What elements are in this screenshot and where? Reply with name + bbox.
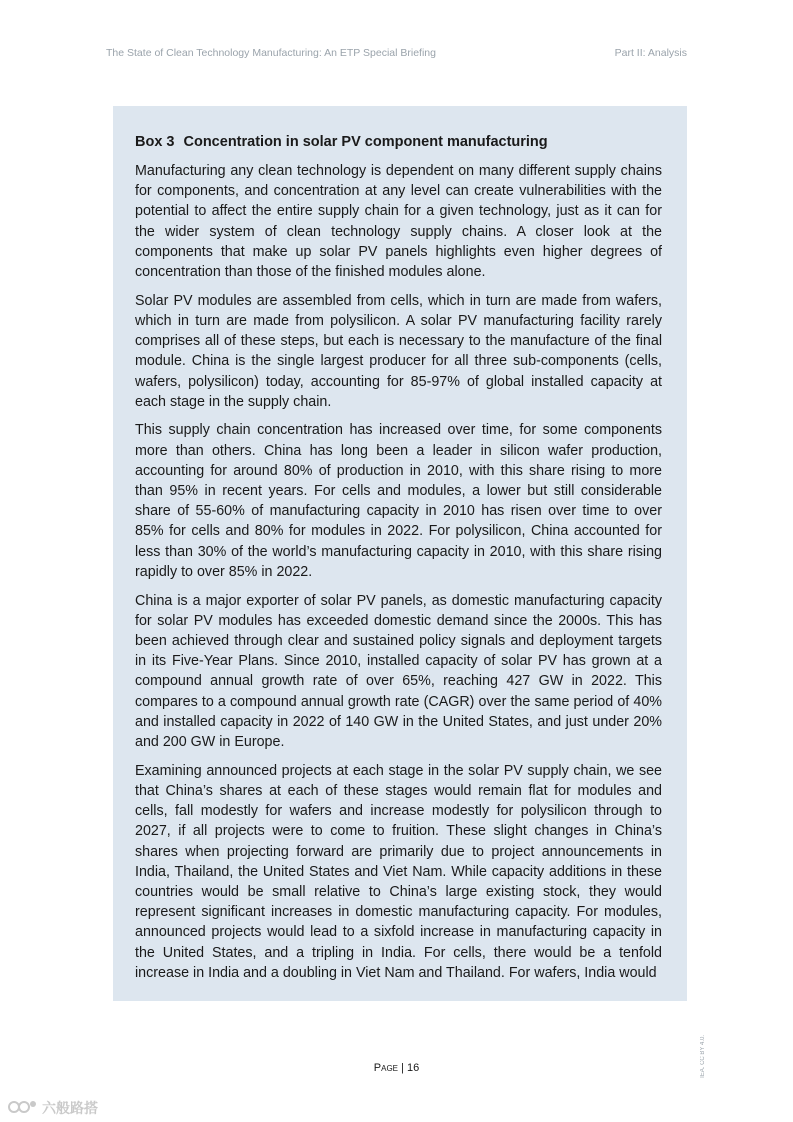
page-label: Page: [373, 1062, 398, 1074]
running-header: [106, 47, 687, 59]
box-3-panel: [113, 106, 687, 1001]
box-number: Box 3: [135, 134, 175, 150]
paragraph-2: Solar PV modules are assembled from cells, which in turn are made from wafers, which in turn are made from polysilicon. A solar PV manufacturing facility rarely comprises all of these steps, but each is necessary to the manufacture of the final module. China is the single largest producer for all three sub-components (cells, wafers, polysilicon) today, accounting for 85-97% of global installed capacity at each stage in the supply chain.: [135, 292, 662, 410]
paragraph-4: China is a major exporter of solar PV panels, as domestic manufacturing capacity for solar PV modules has exceeded domestic demand since the 2000s. This has been achieved through clear and sustained policy signals and deployment targets in its Five-Year Plans. Since 2010, installed capacity of solar PV has grown at a compound annual growth rate of over 65%, reaching 427 GW in 2022. This compares to a compound annual growth rate (CAGR) over the same period of 40% and installed capacity in 2022 of 140 GW in the United States, and just under 20% and 200 GW in Europe.: [135, 592, 662, 750]
paragraph-3: This supply chain concentration has increased over time, for some components more than others. China has long been a leader in silicon wafer production, accounting for around 80% of production in 2010, with this share rising to more than 95% in recent years. For cells and modules, a lower but still considerable share of 55-60% of manufacturing capacity in 2010 has risen over time to over 85% for cells and 80% for modules in 2022. For polysilicon, China accounted for less than 30% of the world’s manufacturing capacity in 2010, with this share rising rapidly to over 85% in 2022.: [135, 422, 662, 580]
page-separator: |: [401, 1062, 404, 1074]
section-name: Part II: Analysis: [614, 47, 687, 59]
page-footer: [0, 1062, 793, 1074]
watermark: [8, 1098, 98, 1118]
logo-icon: [8, 1099, 38, 1118]
report-title: The State of Clean Technology Manufacturing: An ETP Special Briefing: [106, 47, 436, 59]
page-number: 16: [406, 1062, 420, 1074]
paragraph-1: Manufacturing any clean technology is dependent on many different supply chains for components, and concentration at any level can create vulnerabilities with the potential to affect the entire supply chain for a given technology, just as it can for the wider system of clean technology supply chains. A closer look at the components that make up solar PV panels highlights even higher degrees of concentration than those of the finished modules alone.: [135, 163, 662, 281]
box-title: [135, 134, 662, 150]
license-note: IEA. CC BY 4.0.: [700, 1035, 706, 1078]
paragraph-5: Examining announced projects at each stage in the solar PV supply chain, we see that China’s shares at each of these stages would remain flat for modules and cells, fall modestly for wafers and increase modestly for polysilicon through to 2027, if all projects were to come to fruition. These slight changes in China’s shares when projecting forward are primarily due to project announcements in India, Thailand, the United States and Viet Nam. While capacity additions in these countries would be small relative to China’s large existing stock, they would represent significant increases in domestic manufacturing capacity. For modules, announced projects would lead to a sixfold increase in manufacturing capacity in the United States, and a tripling in India. For cells, there would be a tenfold increase in India and a doubling in Viet Nam and Thailand. For wafers, India would: [135, 762, 662, 981]
watermark-text: 六般路搭: [42, 1100, 98, 1116]
box-heading: Concentration in solar PV component manufacturing: [183, 134, 548, 150]
